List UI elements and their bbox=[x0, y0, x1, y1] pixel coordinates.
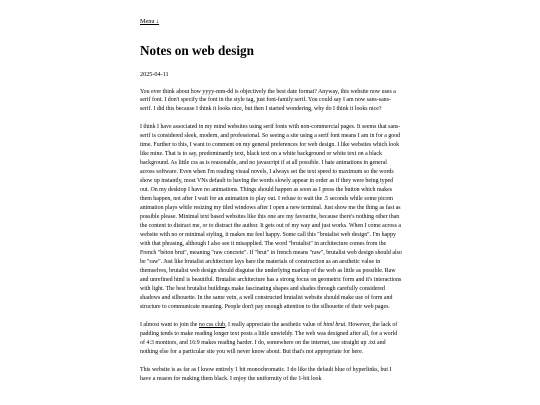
post-date: 2025-04-11 bbox=[140, 70, 169, 78]
html-brut-emphasis: html brut bbox=[323, 321, 346, 328]
paragraph-4: This website is as far as I know entirely 1 bit monochromatic. I do like the default blue of hyperlinks, but I have a reason for making them black. I enjoy the uniformity of the 1-bit look bbox=[140, 366, 392, 382]
paragraph-3-text-b: , I really appreciate the aesthetic value of bbox=[225, 321, 324, 328]
page-title: Notes on web design bbox=[140, 43, 254, 58]
page-content bbox=[140, 10, 402, 384]
paragraph-3 bbox=[140, 321, 402, 357]
paragraph-2: I think I have associated in my mind websites using serif fonts with non-commercial pages. It seems that sans-serif is considered sleek, modern, and professional. So seeing a site using a serif font means I am in for a good time. Further to this, I want to comment on my general preferences for web design. I like websites which look like mine. That is to say, predominantly text, black text on a white background or white text on a black background. As little css as is reasonable, and no javascript if at all possible. I hate animations in general across software. Even when I'm reading visual novels, I always set the text speed to maximum so the words show up instantly, most VNs default to having the words slowly appear in order as if they were being typed out. On my desktop I have no animations. Things should happen as soon as I press the button which makes them happen, not after I wait for an animation to play out. I refuse to wait the .5 seconds while some picom animation plays while resizing my tiled windows after I open a new terminal. Just show me the thing as fast as possible please. Minimal text based websites like this one are my favourite, because there's nothing other than the content to distract me, or to distract the author. It gets out of my way and just works. When I come across a website with no or minimal styling, it makes me feel happy. Some call this "brutalist web design". I'm happy with that phrasing, although I also see it misapplied. The word "brutalist" in architecture comes from the French "béton brut", meaning "raw concrete". If "brut" in french means "raw", brutalist web design should also be "raw". Just like brutalist architecture lays bare the materials of construction as an aesthetic value in themselves, brutalist web design should disguise the underlying markup of the web as little as possible. Raw and unrefined html is beautiful. Brutalist architecture has a strong focus on geometric form and it's interactions with light. The best brutalist buildings make fascinating shapes and shades through carefully considered shadows and silhouette. In the same vein, a well constructed brutalist website should make use of form and structure to communicate meaning. People don't pay enough attention to the silhouette of their web pages. bbox=[140, 124, 402, 310]
menu-link[interactable]: Menu ↓ bbox=[140, 18, 160, 25]
paragraph-3-text-c: . However, the lack of padding tends to make reading longer text posts a little unwieldy. The web was designed after all, for a world of 4:3 monitors, and 16:9 makes reading harder. I do, somewhere on the internet, use straight up .txt and nothing else for a particular site you will never know about. But that's not appropriate for here. bbox=[140, 321, 398, 355]
no-css-club-link[interactable]: no css club bbox=[198, 321, 226, 328]
paragraph-3-text-a: I almost want to join the bbox=[140, 321, 199, 328]
paragraph-1: You ever think about how yyyy-mm-dd is objectively the best date format? Anyway, this website now uses a serif font. I don't specify the font in the style tag, just font-family:serif. You could say I am now sans-sans-serif. I did this because I think it looks nice, but then I started wondering, why do I think it looks nice? bbox=[140, 88, 396, 113]
